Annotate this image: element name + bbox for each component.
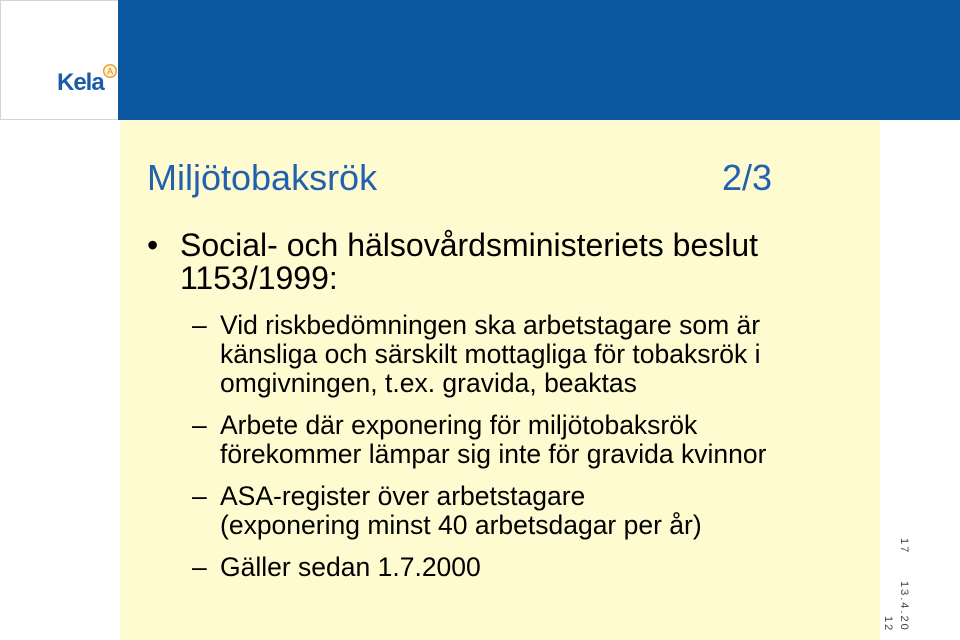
sub-bullet-item [192, 553, 872, 582]
slide-content [120, 120, 880, 640]
sub-bullet-line: (exponering minst 40 arbetsdagar per år) [220, 510, 702, 540]
sub-bullet-dash: – [192, 481, 207, 511]
sub-bullet-line: omgivningen, t.ex. gravida, beaktas [220, 368, 637, 398]
slide-number: 17 [898, 538, 910, 555]
slide-date: 13.4.2012 [882, 581, 910, 632]
sub-bullet-list [192, 311, 872, 582]
sub-bullet-line: Vid riskbedömningen ska arbetstagare som är [220, 310, 761, 340]
sub-bullet-dash: – [192, 410, 207, 440]
sub-bullet-line: förekommer lämpar sig inte för gravida kvinnor [220, 439, 767, 469]
title-row [147, 157, 772, 198]
bullet-marker: • [147, 227, 159, 263]
bullet-text: Social- och hälsovårdsministeriets beslut 1153/1999: [180, 227, 759, 296]
sub-bullet-dash: – [192, 310, 207, 340]
sub-bullet-line: känsliga och särskilt mottagliga för tobaksrök i [220, 339, 761, 369]
header-bar [118, 0, 960, 120]
sub-bullet-line: Arbete där exponering för miljötobaksrök [220, 410, 698, 440]
sub-bullet-item [192, 482, 872, 540]
slide-title: Miljötobaksrök [147, 157, 378, 198]
sub-bullet-item [192, 311, 872, 398]
sub-bullet-line: Gäller sedan 1.7.2000 [220, 552, 481, 582]
sub-bullet-line: ASA-register över arbetstagare [220, 481, 586, 511]
kela-logo-text: Kela [57, 69, 104, 96]
logo-box [0, 0, 118, 120]
slide-part-indicator: 2/3 [721, 157, 772, 198]
sub-bullet-dash: – [192, 552, 207, 582]
emblem-ring [104, 65, 117, 78]
sub-bullet-item [192, 411, 872, 469]
right-margin [880, 120, 960, 640]
bullet-item [147, 229, 800, 295]
kela-emblem-icon [102, 63, 118, 79]
